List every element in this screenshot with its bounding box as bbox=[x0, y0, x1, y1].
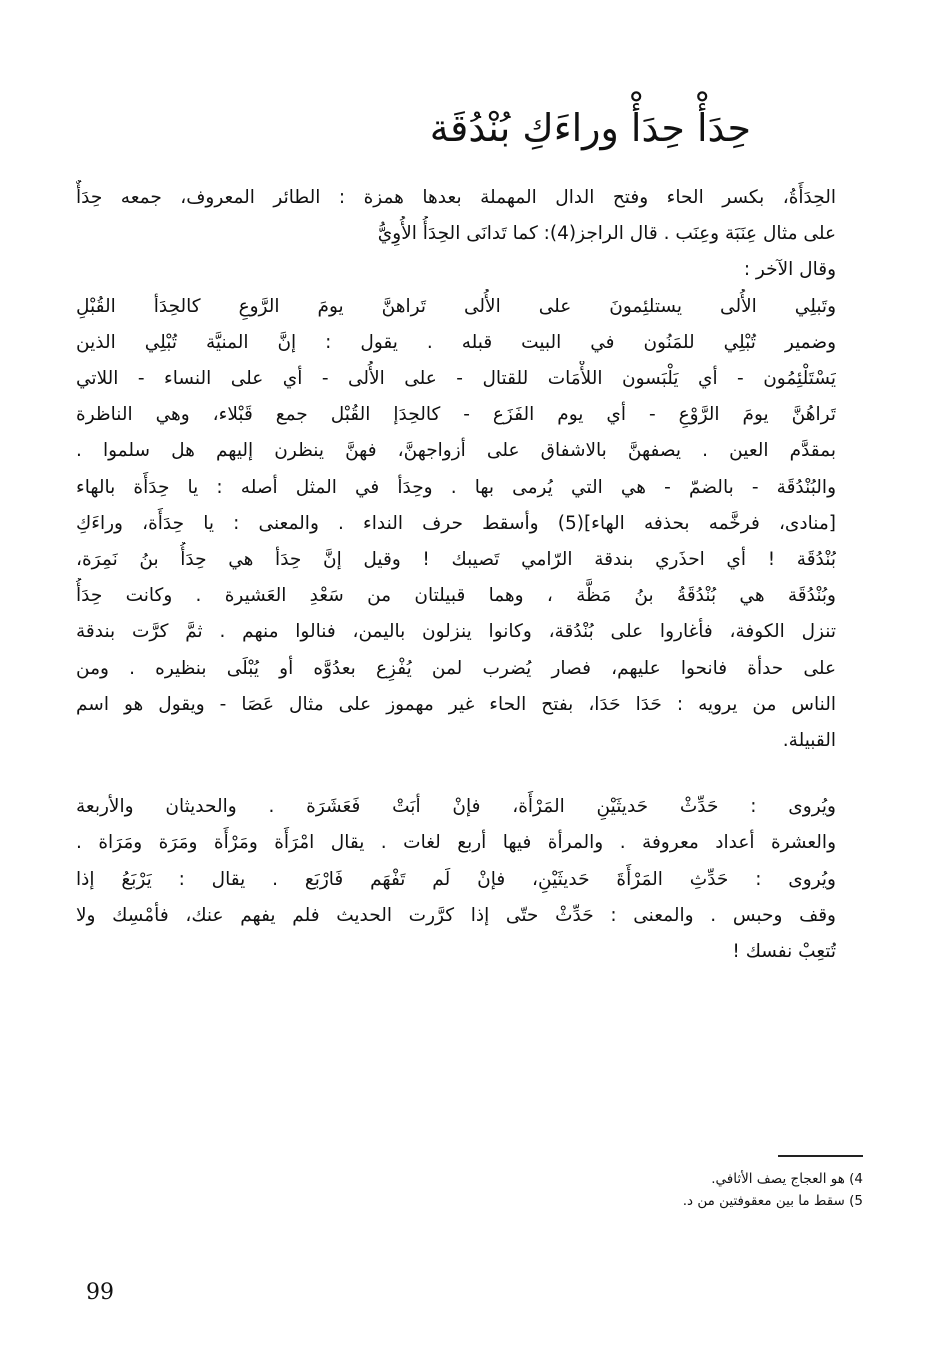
footnote-divider bbox=[778, 1155, 863, 1157]
text-line: على مثال عِنَبَة وعِنَب . قال الراجز(4): كما تَدانَى الحِدَأُ الأُوِيُّ bbox=[377, 223, 836, 245]
page-number: 99 bbox=[86, 1280, 114, 1305]
text-line: وقف وحبس . والمعنى : حَدِّثْ حتّى إذا كرَّرت الحديث فلم يفهم عنك، فأمْسِك ولا bbox=[76, 904, 836, 926]
text-line: تنزل الكوفة، فأغاروا على بُنْدُقة، وكانوا ينزلون باليمن، فنالوا منهم . ثمَّ كرَّت بندقة bbox=[76, 621, 836, 643]
footnotes bbox=[163, 1168, 863, 1212]
text-line: والعشرة أعداد معروفة . والمرأة فيها أربع لغات . يقال امْرَأَة ومَرْأَة ومَرَة ومَرَاة . bbox=[76, 832, 836, 854]
text-line: الناس من يرويه : حَدَا حَدَا، بفتح الحاء غير مهموز على مثال عَصَا - ويقول هو اسم bbox=[76, 693, 836, 715]
text-line: تُتعِبْ نفسك ! bbox=[732, 941, 836, 963]
text-line: بُنْدُقَة ! أي احذَري بندقة الرّامي تَصيبك ! وقيل إنَّ حِدَأ هي حِدَأُ بنُ نَمِرَة، bbox=[76, 549, 836, 571]
paragraph-1 bbox=[76, 180, 836, 759]
text-line: والبُنْدُقَة - بالضمّ - هي التي يُرمى بها . وحِدَأ في المثل أصله : يا حِدَأَة بالهاء bbox=[76, 476, 836, 498]
footnote-5: 5) سقط ما بين معقوفتين من د. bbox=[682, 1193, 863, 1209]
text-line: تَراهُنَّ يومَ الرَّوْعِ - أي يوم الفَزَع - كالحِدَإ القُبْل جمع قَبْلاء، وهي الناظرة bbox=[76, 404, 836, 426]
text-line: بمقدَّم العين . يصفهنَّ بالاشفاق على أزواجهنَّ، فهنَّ ينظرن إليهم هل سلموا . bbox=[76, 440, 836, 462]
text-line: ويُروى : حَدِّثْ حَديثَيْنِ المَرْأَة، فإنْ أبَتْ فَعَشَرَة . والحديثان والأربعة bbox=[76, 796, 836, 818]
verse-line: وتَبلِي الأُلى يستلئِمونَ على الأُلى تَراهنَّ يومَ الرَّوعِ كالحِدَأ القُبْلِ bbox=[76, 295, 836, 317]
paragraph-2 bbox=[76, 789, 836, 970]
text-line: وبُنْدُقَة هي بُنْدُقَةُ بنُ مَظَّة ، وهما قبيلتان من سَعْدِ العَشيرة . وكانت حِدَأُ bbox=[76, 585, 836, 607]
footnote-4: 4) هو العجاج يصف الأثافي. bbox=[711, 1171, 863, 1187]
page-title: حِدَأْ حِدَأْ وراءَكِ بُنْدُقَة bbox=[429, 106, 751, 150]
text-line: يَسْتَلْئِمُون - أي يَلْبَسون اللأْمَات للقتال - على الأُلى - أي على النساء - اللاتي bbox=[76, 368, 836, 390]
text-line: على حدأة فانحوا عليهم، فصار يُضرب لمن يُفْزِع بعدُوَّه أو يُبْلَى بنظيره . ومن bbox=[76, 657, 836, 679]
text-line: وقال الآخر : bbox=[743, 259, 836, 281]
text-line: ويُروى : حَدِّثِ المَرْأَةَ حَديثَيْنِ، فإنْ لَم تَفْهَم فَارْبَع . يقال : يَرْبَعُ إذا bbox=[76, 868, 836, 890]
text-line: وضمير تُبْلِي للمَنُون في البيت قبله . يقول : إنَّ المنيَّة تُبْلِي الذين bbox=[76, 331, 836, 353]
text-line: الحِدَأَةُ، بكسر الحاء وفتح الدال المهملة بعدها همزة : الطائر المعروف، جمعه حِدَأٌ bbox=[76, 187, 836, 208]
main-text bbox=[76, 180, 836, 970]
text-line: القبيلة. bbox=[782, 730, 836, 752]
text-line: [منادى، فرخَّمه بحذفه الهاء](5) وأسقط حرف النداء . والمعنى : يا حِدَأَة، وراءَكِ bbox=[76, 512, 836, 534]
